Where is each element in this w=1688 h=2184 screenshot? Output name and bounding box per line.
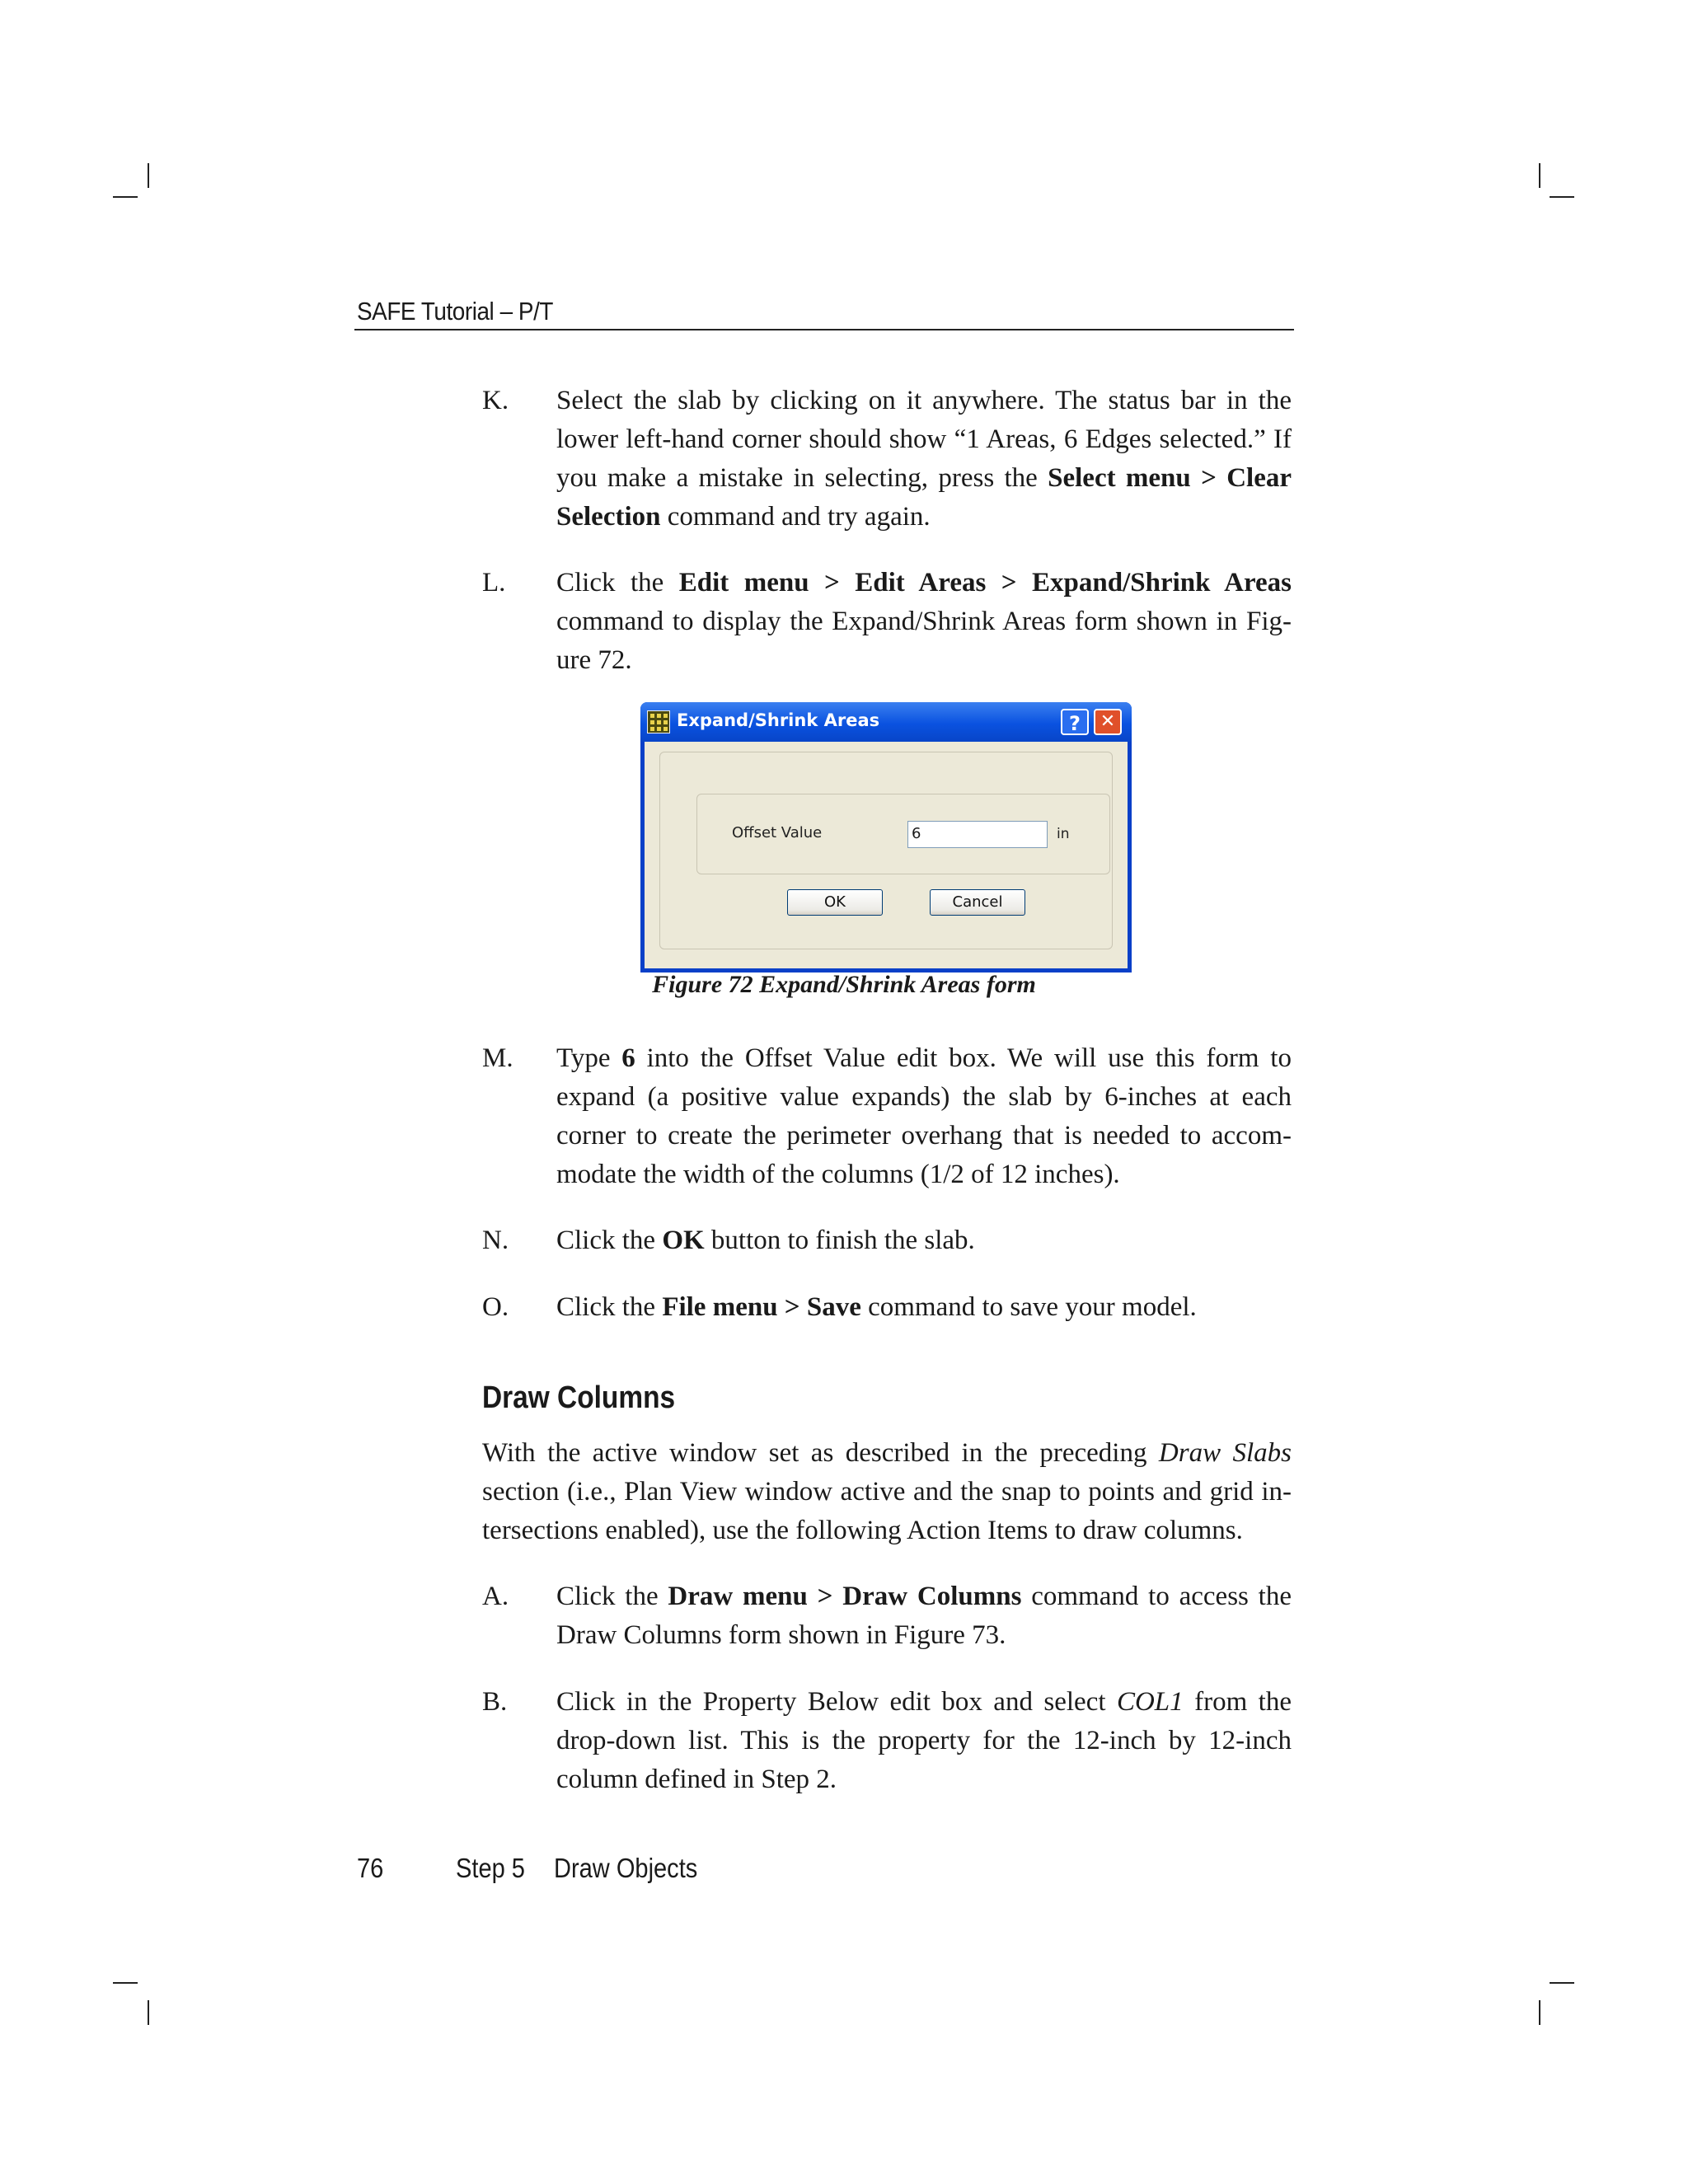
- text-run: section (i.e., Plan View window active and the snap to points and grid in-tersections enabled), use the following Action Items to draw columns.: [482, 1477, 1292, 1545]
- dialog-titlebar[interactable]: [640, 702, 1132, 742]
- text-run: button to finish the slab.: [704, 1226, 975, 1255]
- crop-mark-top-right-v: [1539, 163, 1540, 188]
- text-run: With the active window set as described in the preceding: [482, 1438, 1159, 1468]
- text-run: command and try again.: [660, 502, 931, 532]
- crop-mark-bottom-left-h: [113, 1982, 138, 1984]
- ok-button[interactable]: OK: [787, 889, 883, 916]
- text-run: command to save your model.: [860, 1292, 1197, 1322]
- list-item-b: [482, 1683, 1292, 1799]
- dialog-outer-group: [659, 752, 1113, 949]
- list-item-n: [482, 1221, 1292, 1260]
- bold-text: Draw menu > Draw Columns: [668, 1582, 1022, 1611]
- list-item-text: [556, 382, 1292, 537]
- text-run: Click the: [556, 1292, 663, 1322]
- italic-text: COL1: [1116, 1687, 1184, 1717]
- expand-shrink-dialog: [640, 702, 1132, 972]
- bold-text: 6: [621, 1043, 635, 1073]
- page-number: 76: [357, 1853, 384, 1883]
- text-run: Click the: [556, 1226, 663, 1255]
- cancel-button[interactable]: Cancel: [930, 889, 1025, 916]
- list-item-k: [482, 382, 1292, 537]
- list-marker: L.: [482, 568, 506, 598]
- crop-mark-top-left-h: [113, 196, 138, 198]
- list-item-o: [482, 1288, 1292, 1327]
- footer-title: Draw Objects: [554, 1853, 698, 1883]
- text-run: Click in the Property Below edit box and select: [556, 1687, 1117, 1717]
- offset-value-label: Offset Value: [732, 824, 823, 841]
- offset-group: [696, 794, 1110, 874]
- list-marker: B.: [482, 1687, 508, 1717]
- header-rule: [354, 329, 1294, 330]
- list-item-text: [556, 1288, 1292, 1327]
- section-intro: [482, 1434, 1292, 1550]
- crop-mark-top-left-v: [148, 163, 149, 188]
- list-item-text: [556, 1577, 1292, 1655]
- text-run: from the drop-down list. This is the property for the 12-inch by 12-inch column defined in Step 2.: [556, 1687, 1292, 1794]
- italic-text: Draw Slabs: [1158, 1438, 1292, 1468]
- text-run: Click the: [556, 568, 679, 598]
- text-run: Type: [556, 1043, 622, 1073]
- footer-step: Step 5: [456, 1853, 525, 1883]
- dialog-title: Expand/Shrink Areas: [677, 710, 880, 730]
- crop-mark-bottom-left-v: [148, 2000, 149, 2025]
- list-item-text: [556, 564, 1292, 680]
- running-head: SAFE Tutorial – P/T: [357, 297, 553, 326]
- list-marker: K.: [482, 386, 509, 415]
- list-marker: A.: [482, 1582, 509, 1611]
- list-item-m: [482, 1039, 1292, 1194]
- section-heading: Draw Columns: [482, 1380, 676, 1415]
- list-item-text: [556, 1221, 1292, 1260]
- close-icon[interactable]: ✕: [1094, 709, 1122, 735]
- list-item-text: [556, 1683, 1292, 1799]
- figure-caption: Figure 72 Expand/Shrink Areas form: [652, 971, 1036, 998]
- crop-mark-bottom-right-h: [1550, 1982, 1574, 1984]
- text-run: Click the: [556, 1582, 668, 1611]
- bold-text: Select menu > Clear Selection: [556, 463, 1292, 532]
- crop-mark-bottom-right-v: [1539, 2000, 1540, 2025]
- bold-text: File menu > Save: [662, 1292, 861, 1322]
- text-run: command to display the Expand/Shrink Areas form shown in Fig-ure 72.: [556, 607, 1292, 675]
- help-icon[interactable]: ?: [1061, 709, 1089, 735]
- text-run: command to access the Draw Columns form shown in Figure 73.: [556, 1582, 1292, 1650]
- list-marker: M.: [482, 1043, 513, 1073]
- text-run: into the Offset Value edit box. We will use this form to expand (a positive value expands) the slab by 6-inches at each corner to create the perimeter overhang that is needed to accom-modate the width of the columns (1/2 of 12 inches).: [556, 1043, 1292, 1189]
- list-marker: O.: [482, 1292, 509, 1322]
- text-run: Select the slab by clicking on it anywhere. The status bar in the lower left-hand corner should show “1 Areas, 6 Edges selected.” If you make a mistake in selecting, press the: [556, 386, 1292, 493]
- list-item-text: [556, 1039, 1292, 1194]
- app-grid-icon: [647, 710, 670, 733]
- crop-mark-top-right-h: [1550, 196, 1574, 198]
- list-item-a: [482, 1577, 1292, 1655]
- list-item-l: [482, 564, 1292, 680]
- offset-unit-label: in: [1057, 826, 1070, 842]
- bold-text: OK: [662, 1226, 705, 1255]
- bold-text: Edit menu > Edit Areas > Expand/Shrink Areas: [678, 568, 1292, 598]
- dialog-client-area: [645, 742, 1128, 968]
- offset-value-input[interactable]: 6: [907, 821, 1048, 848]
- list-marker: N.: [482, 1226, 509, 1255]
